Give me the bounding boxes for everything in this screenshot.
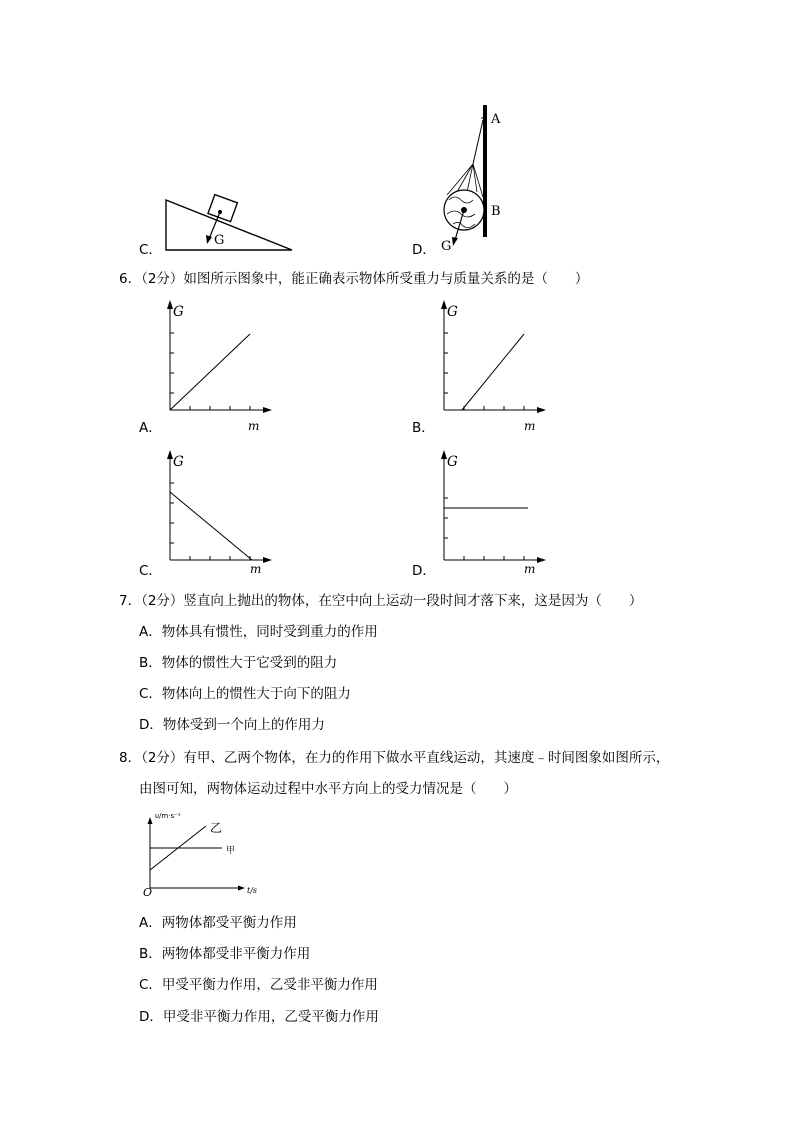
q6-b-x-label: m	[524, 419, 536, 433]
series-line	[170, 334, 250, 410]
q7-option-d: D．物体受到一个向上的作用力	[139, 717, 325, 733]
q8-option-d: D．甲受非平衡力作用，乙受平衡力作用	[139, 1009, 379, 1025]
q6-a-x-label: m	[248, 419, 260, 433]
q5-option-d-letter: D．	[412, 242, 436, 258]
q6-a-y-label: G	[173, 304, 184, 320]
q7-option-b: B．物体的惯性大于它受到的阻力	[139, 655, 338, 671]
q8-option-b: B．两物体都受非平衡力作用	[139, 946, 311, 962]
q5-fig-c-g-label: G	[214, 233, 225, 248]
q6-stem: 6．（2分）如图所示图象中，能正确表示物体所受重力与质量关系的是（ ）	[119, 271, 589, 287]
q6-option-b-letter: B．	[412, 420, 435, 436]
series-line	[462, 334, 524, 410]
q5-fig-d-point-b: B	[491, 204, 501, 219]
q8-series-yi-label: 乙	[210, 821, 223, 835]
q6-b-y-label: G	[447, 304, 458, 320]
q8-velocity-time-graph	[140, 812, 260, 897]
q8-option-c: C．甲受平衡力作用，乙受非平衡力作用	[139, 977, 378, 993]
q8-option-a: A．两物体都受平衡力作用	[139, 915, 297, 931]
wall	[483, 105, 487, 237]
q6-option-a-letter: A．	[139, 420, 162, 436]
q8-series-jia-label: 甲	[226, 846, 236, 856]
block	[208, 195, 237, 222]
q6-c-y-label: G	[173, 454, 184, 470]
q7-stem: 7．（2分）竖直向上抛出的物体，在空中向上运动一段时间才落下来，这是因为（ ）	[119, 593, 643, 609]
q5-figure-c-incline	[160, 190, 300, 255]
q5-option-c-letter: C．	[139, 242, 162, 258]
q6-d-y-label: G	[447, 454, 458, 470]
rope	[473, 120, 483, 164]
series-line	[170, 492, 252, 560]
q7-option-c: C．物体向上的惯性大于向下的阻力	[139, 686, 351, 702]
q8-origin-label: O	[143, 886, 153, 899]
q8-stem-line1: 8．（2分）有甲、乙两个物体，在力的作用下做水平直线运动，其速度﹣时间图象如图所示，	[119, 750, 670, 766]
q5-fig-d-point-a: A	[491, 112, 501, 127]
q6-d-x-label: m	[524, 562, 536, 576]
q6-option-d-letter: D．	[412, 563, 436, 579]
q5-fig-d-g-label: G	[441, 239, 452, 254]
q8-x-label: t/s	[247, 886, 258, 895]
q8-stem-line2: 由图可知，两物体运动过程中水平方向上的受力情况是（ ）	[139, 781, 517, 797]
q6-option-c-letter: C．	[139, 563, 162, 579]
q8-y-label: υ/m·s⁻¹	[155, 812, 181, 820]
q7-option-a: A．物体具有惯性，同时受到重力的作用	[139, 624, 378, 640]
q6-c-x-label: m	[250, 562, 262, 576]
